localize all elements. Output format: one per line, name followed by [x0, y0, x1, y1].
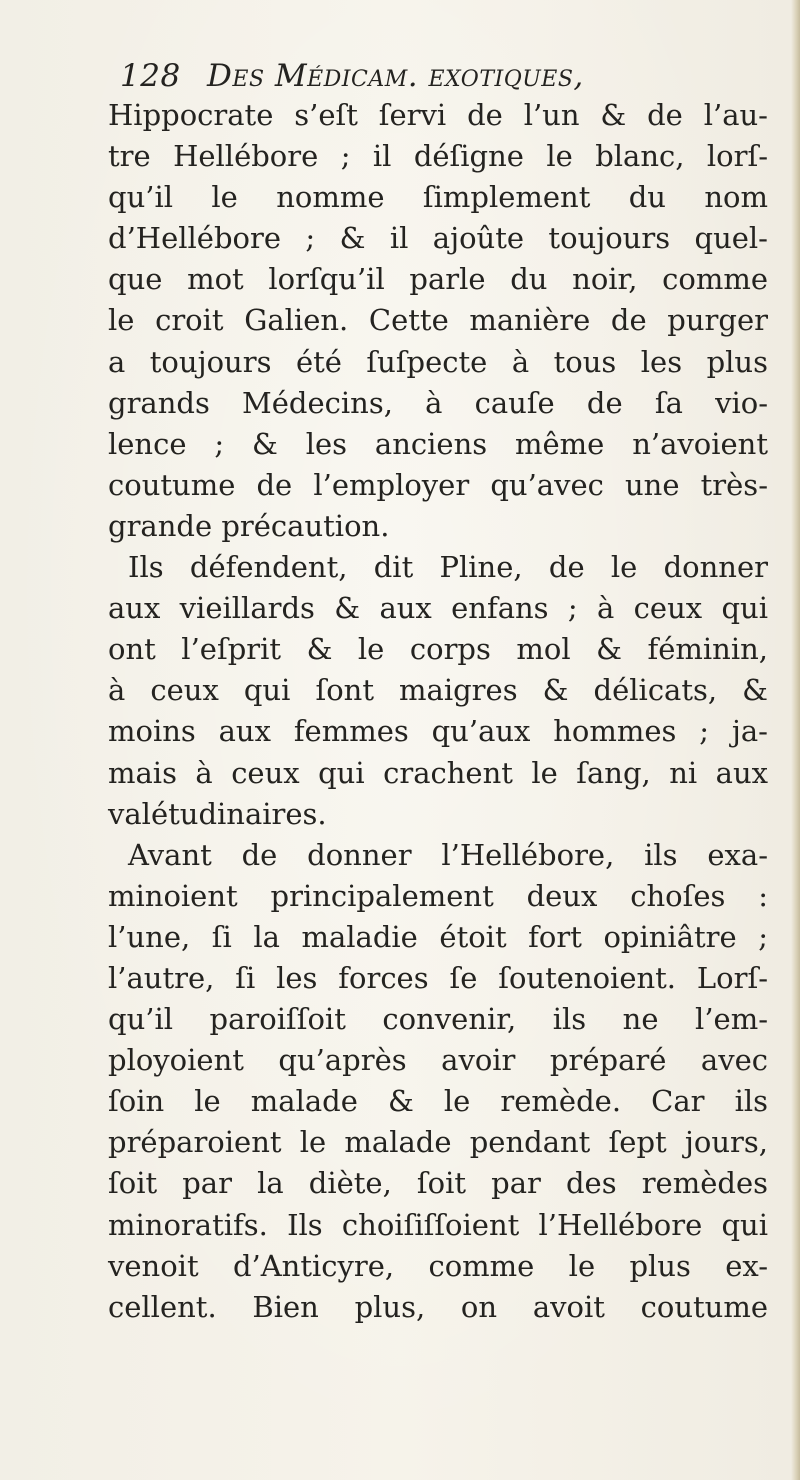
page-edge — [791, 0, 800, 1480]
text-line: ont l’eſprit & le corps mol & féminin, — [108, 632, 768, 667]
text-line: mais à ceux qui crachent le ſang, ni aux — [108, 755, 768, 790]
text-line: préparoient le malade pendant ſept jours, — [108, 1125, 768, 1160]
text-line: l’autre, ſi les forces ſe ſoutenoient. Lorſ- — [108, 960, 768, 995]
text-line: l’une, ſi la maladie étoit fort opiniâtre ; — [108, 919, 768, 954]
text-line: moins aux femmes qu’aux hommes ; ja- — [108, 714, 768, 749]
text-line: minoient principalement deux choſes : — [108, 878, 768, 913]
text-line: grande précaution. — [108, 508, 390, 543]
text-line: cellent. Bien plus, on avoit coutume — [108, 1289, 768, 1324]
text-line: minoratifs. Ils choiſiſſoient l’Hellébore qui — [108, 1207, 768, 1242]
text-line: qu’il le nomme ſimplement du nom — [108, 180, 768, 215]
page-number: 128 — [120, 58, 181, 94]
text-line: à ceux qui ſont maigres & délicats, & — [108, 673, 768, 708]
text-line: ſoit par la diète, ſoit par des remèdes — [108, 1166, 768, 1201]
body-text — [108, 95, 768, 1328]
text-line: valétudinaires. — [108, 796, 327, 831]
text-line: coutume de l’employer qu’avec une très- — [108, 467, 768, 502]
text-line: ſoin le malade & le remède. Car ils — [108, 1084, 768, 1119]
text-line: d’Hellébore ; & il ajoûte toujours quel- — [108, 221, 768, 256]
text-line: Hippocrate s’eſt ſervi de l’un & de l’au- — [108, 98, 768, 132]
text-line: le croit Galien. Cette manière de purger — [108, 303, 768, 338]
text-line: tre Hellébore ; il déſigne le blanc, lorſ- — [108, 139, 768, 174]
text-line: a toujours été ſuſpecte à tous les plus — [108, 344, 768, 379]
text-line: qu’il paroiſſoit convenir, ils ne l’em- — [108, 1002, 768, 1037]
text-line: lence ; & les anciens même n’avoient — [108, 426, 768, 461]
text-line: grands Médecins, à cauſe de ſa vio- — [108, 385, 768, 420]
text-line: venoit d’Anticyre, comme le plus ex- — [108, 1248, 768, 1283]
text-line: aux vieillards & aux enfans ; à ceux qui — [108, 591, 768, 626]
running-title: Des Médicam. exotiques, — [207, 58, 584, 94]
text-line: Avant de donner l’Hellébore, ils exa- — [128, 837, 768, 872]
text-line: Ils défendent, dit Pline, de le donner — [128, 550, 768, 585]
text-line: que mot lorſqu’il parle du noir, comme — [108, 262, 768, 297]
text-line: ployoient qu’après avoir préparé avec — [108, 1043, 768, 1078]
